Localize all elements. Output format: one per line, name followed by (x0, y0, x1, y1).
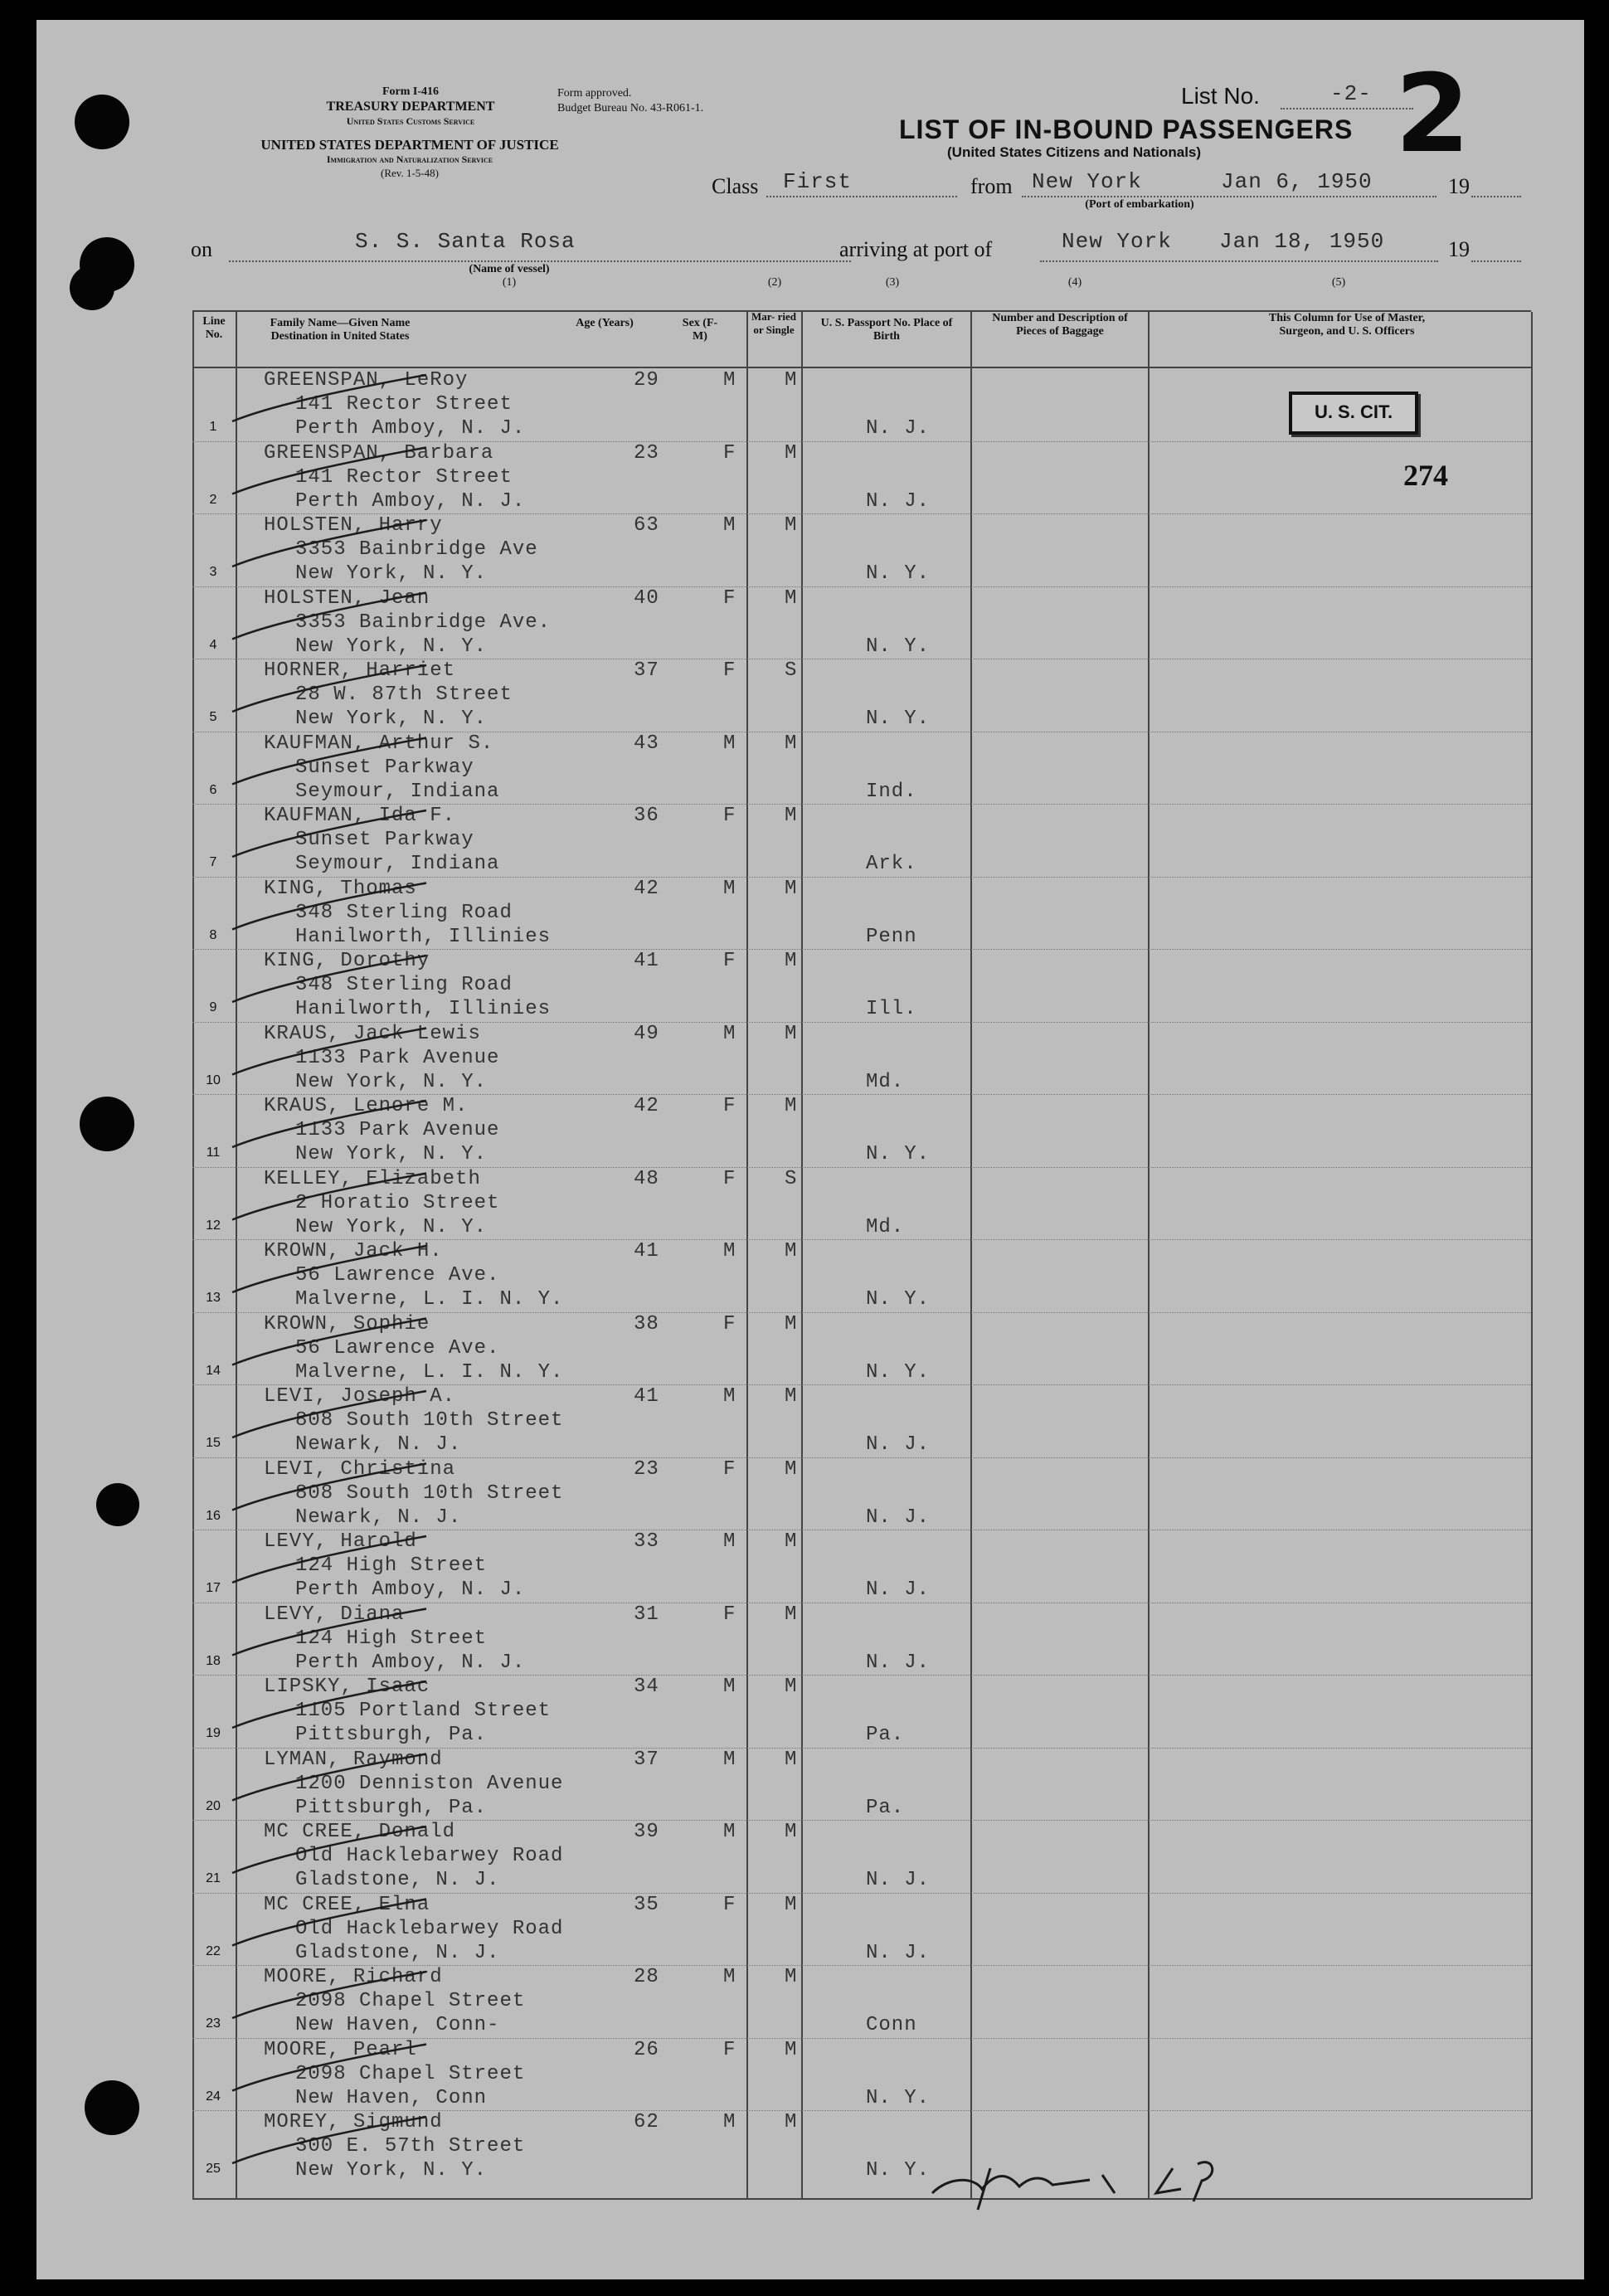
from-date: Jan 6, 1950 (1221, 169, 1373, 194)
col-num-1: (1) (502, 276, 517, 289)
passenger-marital: M (785, 950, 798, 972)
line-number: 7 (209, 855, 217, 869)
list-no-line (1281, 108, 1413, 109)
passenger-age: 48 (634, 1167, 659, 1190)
passenger-birthplace: N. J. (866, 489, 931, 513)
passenger-age: 33 (634, 1530, 659, 1553)
passenger-street: 808 South 10th Street (295, 1409, 564, 1432)
list-big-number: 2 (1395, 51, 1470, 177)
passenger-marital: M (785, 877, 798, 900)
passenger-sex: M (723, 1530, 736, 1553)
passenger-city: New Haven, Conn- (295, 2014, 500, 2036)
line-number: 24 (206, 2089, 221, 2104)
passenger-city: Hanilworth, Illinies (295, 998, 552, 1020)
passenger-age: 28 (634, 1966, 659, 1988)
arrival-date: Jan 18, 1950 (1219, 229, 1385, 254)
passenger-name: KING, Dorothy (264, 950, 430, 972)
passenger-age: 39 (634, 1821, 659, 1843)
passenger-street: 28 W. 87th Street (295, 683, 513, 706)
passenger-age: 23 (634, 1457, 659, 1481)
passenger-marital: M (785, 1603, 798, 1626)
line-number: 23 (206, 2016, 221, 2031)
line-number: 11 (206, 1146, 221, 1160)
table-row (36, 1384, 1584, 1457)
table-row (36, 949, 1584, 1022)
passenger-age: 42 (634, 1095, 659, 1117)
passenger-marital: M (785, 1821, 798, 1843)
passenger-city: Newark, N. J. (295, 1506, 462, 1529)
table-row (36, 1457, 1584, 1530)
passenger-marital: M (785, 1385, 798, 1408)
passenger-birthplace: Ind. (866, 780, 917, 803)
row-divider (192, 1239, 1531, 1240)
line-number: 17 (206, 1581, 221, 1595)
passenger-birthplace: N. Y. (866, 1288, 931, 1311)
row-divider (192, 1312, 1531, 1313)
passenger-name: LEVY, Harold (264, 1530, 417, 1553)
header-line-no: Line No. (202, 315, 226, 341)
passenger-city: Seymour, Indiana (295, 780, 500, 803)
row-divider (192, 1820, 1531, 1821)
passenger-sex: M (723, 877, 736, 900)
line-number: 15 (206, 1436, 221, 1450)
passenger-city: Hanilworth, Illinies (295, 925, 552, 948)
passenger-street: Sunset Parkway (295, 829, 474, 851)
passenger-sex: M (723, 732, 736, 755)
passenger-name: KAUFMAN, Arthur S. (264, 732, 494, 755)
passenger-city: New York, N. Y. (295, 562, 488, 585)
row-divider (192, 1094, 1531, 1095)
line-number: 16 (206, 1508, 221, 1523)
us-cit-stamp-text: U. S. CIT. (1314, 401, 1393, 422)
passenger-sex: F (723, 586, 736, 610)
header-name-destination: Family Name—Given Name Destination in United States (270, 317, 411, 343)
passenger-city: New York, N. Y. (295, 1070, 488, 1093)
passenger-city: New York, N. Y. (295, 2159, 488, 2182)
passenger-sex: F (723, 1893, 736, 1916)
table-row (36, 1893, 1584, 1966)
passenger-street: 348 Sterling Road (295, 901, 513, 924)
passenger-sex: F (723, 950, 736, 972)
passenger-sex: M (723, 1240, 736, 1262)
stamp-count: 274 (1403, 459, 1448, 492)
passenger-street: 2098 Chapel Street (295, 2062, 526, 2085)
col-num-3: (3) (885, 276, 900, 289)
table-row (36, 804, 1584, 877)
passenger-name: MOORE, Richard (264, 1966, 443, 1988)
passenger-name: KROWN, Sophie (264, 1312, 430, 1335)
passenger-marital: M (785, 1530, 798, 1553)
class-line (766, 196, 957, 197)
passenger-age: 37 (634, 1748, 659, 1771)
col-num-4: (4) (1067, 276, 1082, 289)
vessel-caption: (Name of vessel) (469, 263, 550, 275)
table-row (36, 513, 1584, 586)
passenger-marital: M (785, 1095, 798, 1117)
row-divider (192, 1022, 1531, 1023)
passenger-street: 808 South 10th Street (295, 1481, 564, 1505)
table-row (36, 877, 1584, 950)
row-divider (192, 949, 1531, 950)
manifest-page (36, 20, 1584, 2279)
passenger-birthplace: Md. (866, 1070, 905, 1093)
passenger-street: 56 Lawrence Ave. (295, 1264, 500, 1287)
row-divider (192, 1384, 1531, 1385)
passenger-city: Pittsburgh, Pa. (295, 1724, 488, 1746)
passenger-street: 1133 Park Avenue (295, 1119, 500, 1141)
punch-hole-3 (70, 265, 114, 310)
arrival-port: New York (1062, 229, 1172, 254)
row-divider (192, 1748, 1531, 1749)
table-row (36, 659, 1584, 732)
from-label: from (970, 174, 1013, 198)
passenger-street: 2 Horatio Street (295, 1191, 500, 1214)
line-number: 1 (209, 420, 217, 434)
header-officers: This Column for Use of Master, Surgeon, and U. S. Officers (1268, 312, 1426, 338)
passenger-city: New York, N. Y. (295, 1215, 488, 1238)
passenger-sex: M (723, 1966, 736, 1988)
passenger-marital: M (785, 805, 798, 827)
list-no-label: List No. (1181, 83, 1260, 109)
passenger-street: 124 High Street (295, 1554, 488, 1577)
passenger-age: 41 (634, 1240, 659, 1262)
on-label: on (191, 237, 212, 261)
passenger-name: LEVI, Christina (264, 1457, 456, 1481)
table-row (36, 1094, 1584, 1167)
passenger-street: 141 Rector Street (295, 393, 513, 416)
table-row (36, 1675, 1584, 1748)
passenger-marital: M (785, 1457, 798, 1481)
passenger-city: Malverne, L. I. N. Y. (295, 1288, 564, 1311)
passenger-sex: F (723, 1312, 736, 1335)
row-divider (192, 2110, 1531, 2111)
passenger-city: Gladstone, N. J. (295, 1941, 500, 1964)
passenger-birthplace: N. J. (866, 417, 931, 440)
vessel-name: S. S. Santa Rosa (355, 229, 576, 254)
row-divider (192, 804, 1531, 805)
row-divider (192, 513, 1531, 514)
line-number: 14 (206, 1363, 221, 1378)
passenger-sex: M (723, 2111, 736, 2133)
passenger-street: 348 Sterling Road (295, 974, 513, 996)
passenger-name: MOREY, Sigmund (264, 2111, 443, 2133)
passenger-age: 31 (634, 1603, 659, 1626)
customs-service: United States Customs Service (346, 115, 475, 127)
passenger-name: KROWN, Jack H. (264, 1240, 443, 1262)
passenger-age: 43 (634, 732, 659, 755)
passenger-marital: M (785, 2111, 798, 2133)
passenger-birthplace: N. Y. (866, 2086, 931, 2109)
line-number: 6 (209, 782, 217, 797)
table-row (36, 1530, 1584, 1603)
passenger-birthplace: Penn (866, 925, 917, 948)
passenger-name: GREENSPAN, Barbara (264, 441, 494, 465)
row-divider (192, 1457, 1531, 1458)
punch-hole-1 (75, 95, 129, 149)
passenger-street: Old Hacklebarwey Road (295, 1917, 564, 1940)
class-value: First (783, 169, 853, 194)
arrival-year-line (1471, 260, 1521, 262)
passenger-age: 41 (634, 950, 659, 972)
passenger-marital: S (785, 659, 798, 682)
row-divider (192, 2038, 1531, 2039)
passenger-birthplace: Ill. (866, 998, 917, 1020)
passenger-city: Perth Amboy, N. J. (295, 1578, 526, 1601)
passenger-sex: F (723, 1167, 736, 1190)
treasury-dept: TREASURY DEPARTMENT (326, 100, 495, 114)
passenger-age: 42 (634, 877, 659, 900)
form-number: Form I-416 (382, 85, 440, 98)
line-number: 8 (209, 927, 217, 942)
col-num-5: (5) (1331, 276, 1346, 289)
passenger-marital: M (785, 586, 798, 610)
passenger-name: LYMAN, Raymond (264, 1748, 443, 1771)
arriving-label: arriving at port of (839, 237, 993, 261)
table-row (36, 1603, 1584, 1676)
passenger-marital: M (785, 1893, 798, 1916)
passenger-age: 29 (634, 369, 659, 392)
row-divider (192, 441, 1531, 442)
col-num-2: (2) (767, 276, 782, 289)
passenger-birthplace: N. J. (866, 1651, 931, 1674)
passenger-sex: M (723, 369, 736, 392)
line-number: 20 (206, 1798, 221, 1813)
passenger-birthplace: N. Y. (866, 2159, 931, 2182)
passenger-street: 3353 Bainbridge Ave. (295, 610, 552, 634)
passenger-age: 62 (634, 2111, 659, 2133)
passenger-birthplace: Ark. (866, 853, 917, 875)
passenger-name: KELLEY, Elizabeth (264, 1167, 481, 1190)
passenger-street: 124 High Street (295, 1627, 488, 1650)
passenger-marital: M (785, 1312, 798, 1335)
passenger-street: 3353 Bainbridge Ave (295, 538, 538, 561)
passenger-name: LEVY, Diana (264, 1603, 405, 1626)
passenger-birthplace: N. J. (866, 1578, 931, 1601)
table-row (36, 368, 1584, 441)
passenger-name: KAUFMAN, Ida F. (264, 805, 456, 827)
table-row (36, 1965, 1584, 2038)
budget-bureau: Budget Bureau No. 43-R061-1. (557, 102, 704, 114)
line-number: 5 (209, 710, 217, 724)
line-number: 21 (206, 1871, 221, 1885)
passenger-birthplace: N. Y. (866, 635, 931, 658)
passenger-sex: M (723, 1385, 736, 1408)
passenger-street: 141 Rector Street (295, 465, 513, 489)
passenger-marital: M (785, 732, 798, 755)
passenger-sex: M (723, 1821, 736, 1843)
form-revision: (Rev. 1-5-48) (381, 167, 439, 179)
header-sex: Sex (F-M) (682, 317, 718, 343)
passenger-birthplace: N. Y. (866, 1143, 931, 1165)
passenger-city: New York, N. Y. (295, 708, 488, 730)
passenger-city: Perth Amboy, N. J. (295, 489, 526, 513)
header-baggage: Number and Description of Pieces of Baggage (992, 312, 1128, 338)
passenger-age: 63 (634, 514, 659, 537)
port-embark-caption: (Port of embarkation) (1085, 198, 1194, 211)
arriving-line (1040, 260, 1438, 262)
list-subtitle: (United States Citizens and Nationals) (947, 144, 1202, 160)
passenger-city: New York, N. Y. (295, 1143, 488, 1165)
line-number: 9 (209, 1000, 217, 1014)
passenger-street: 1133 Park Avenue (295, 1046, 500, 1069)
passenger-birthplace: N. Y. (866, 708, 931, 730)
passenger-birthplace: Pa. (866, 1724, 905, 1746)
passenger-street: 1200 Denniston Avenue (295, 1772, 564, 1795)
class-label: Class (712, 174, 759, 198)
table-row (36, 1312, 1584, 1385)
passenger-name: GREENSPAN, LeRoy (264, 369, 469, 392)
passenger-birthplace: Pa. (866, 1796, 905, 1819)
passenger-age: 37 (634, 659, 659, 682)
passenger-marital: M (785, 2038, 798, 2061)
ins-service: Immigration and Naturalization Service (326, 153, 493, 165)
from-year-line (1471, 196, 1521, 197)
passenger-sex: M (723, 1676, 736, 1698)
line-number: 10 (206, 1073, 221, 1087)
table-row (36, 2038, 1584, 2111)
passenger-birthplace: N. J. (866, 1941, 931, 1964)
passenger-name: KRAUS, Jack Lewis (264, 1022, 481, 1045)
passenger-birthplace: Md. (866, 1215, 905, 1238)
line-number: 19 (206, 1726, 221, 1740)
passenger-street: 1105 Portland Street (295, 1700, 552, 1722)
passenger-name: LEVI, Joseph A. (264, 1385, 456, 1408)
passenger-marital: M (785, 1748, 798, 1771)
table-row (36, 1820, 1584, 1893)
table-row (36, 1239, 1584, 1312)
passenger-sex: F (723, 659, 736, 682)
form-approved: Form approved. (557, 87, 632, 100)
passenger-sex: M (723, 514, 736, 537)
list-title: LIST OF IN-BOUND PASSENGERS (899, 114, 1354, 144)
passenger-street: Old Hacklebarwey Road (295, 1845, 564, 1867)
passenger-marital: M (785, 1022, 798, 1045)
row-divider (192, 877, 1531, 878)
passenger-age: 49 (634, 1022, 659, 1045)
line-number: 4 (209, 637, 217, 652)
table-row (36, 586, 1584, 659)
row-divider (192, 1675, 1531, 1676)
row-divider (192, 1893, 1531, 1894)
passenger-city: Seymour, Indiana (295, 853, 500, 875)
justice-dept: UNITED STATES DEPARTMENT OF JUSTICE (260, 137, 559, 153)
passenger-name: MOORE, Pearl (264, 2038, 417, 2061)
passenger-sex: M (723, 1022, 736, 1045)
passenger-city: Newark, N. J. (295, 1433, 462, 1456)
passenger-city: Gladstone, N. J. (295, 1869, 500, 1891)
passenger-street: 56 Lawrence Ave. (295, 1336, 500, 1360)
passenger-name: MC CREE, Elna (264, 1893, 430, 1916)
line-number: 25 (206, 2162, 221, 2176)
passenger-street: 300 E. 57th Street (295, 2135, 526, 2157)
header-age: Age (Years) (576, 317, 634, 329)
passenger-birthplace: N. J. (866, 1433, 931, 1456)
table-row (36, 441, 1584, 514)
passenger-name: HORNER, Harriet (264, 659, 456, 682)
passenger-sex: M (723, 1748, 736, 1771)
line-number: 18 (206, 1653, 221, 1668)
passenger-city: New York, N. Y. (295, 635, 488, 658)
passenger-sex: F (723, 805, 736, 827)
header-passport: U. S. Passport No. Place of Birth (820, 317, 953, 343)
passenger-marital: M (785, 1966, 798, 1988)
passenger-name: LIPSKY, Isaac (264, 1676, 430, 1698)
passenger-birthplace: N. Y. (866, 562, 931, 585)
line-number: 13 (206, 1291, 221, 1305)
passenger-birthplace: N. J. (866, 1869, 931, 1891)
from-year-label: 19 (1448, 174, 1470, 198)
line-number: 22 (206, 1943, 221, 1958)
passenger-marital: M (785, 1240, 798, 1262)
table-row (36, 732, 1584, 805)
passenger-city: New Haven, Conn (295, 2086, 488, 2109)
passenger-marital: M (785, 1676, 798, 1698)
passenger-name: KING, Thomas (264, 877, 417, 900)
passenger-marital: M (785, 369, 798, 392)
table-row (36, 1022, 1584, 1095)
from-port: New York (1032, 169, 1142, 194)
passenger-age: 35 (634, 1893, 659, 1916)
passenger-marital: S (785, 1167, 798, 1190)
table-row (36, 1748, 1584, 1821)
passenger-sex: F (723, 1095, 736, 1117)
passenger-city: Pittsburgh, Pa. (295, 1796, 488, 1819)
passenger-age: 40 (634, 586, 659, 610)
passenger-city: Malverne, L. I. N. Y. (295, 1360, 564, 1384)
passenger-name: HOLSTEN, Harry (264, 514, 443, 537)
line-number: 3 (209, 565, 217, 579)
passenger-age: 38 (634, 1312, 659, 1335)
passenger-birthplace: Conn (866, 2014, 917, 2036)
passenger-sex: F (723, 441, 736, 465)
passenger-age: 34 (634, 1676, 659, 1698)
passenger-name: MC CREE, Donald (264, 1821, 456, 1843)
header-married: Mar- ried or Single (751, 310, 797, 336)
passenger-birthplace: N. J. (866, 1506, 931, 1529)
arrival-year-label: 19 (1448, 237, 1470, 261)
row-divider (192, 586, 1531, 587)
passenger-street: Sunset Parkway (295, 756, 474, 779)
table-row (36, 2110, 1584, 2183)
table-bottom-rule (192, 2198, 1531, 2200)
row-divider (192, 1167, 1531, 1168)
passenger-marital: M (785, 514, 798, 537)
passenger-name: HOLSTEN, Jean (264, 586, 430, 610)
line-number: 2 (209, 492, 217, 507)
passenger-name: KRAUS, Lenore M. (264, 1095, 469, 1117)
passenger-age: 36 (634, 805, 659, 827)
passenger-street: 2098 Chapel Street (295, 1990, 526, 2012)
table-row (36, 1167, 1584, 1240)
passenger-city: Perth Amboy, N. J. (295, 1651, 526, 1674)
list-no-value: -2- (1330, 81, 1372, 106)
row-divider (192, 1965, 1531, 1966)
passenger-age: 41 (634, 1385, 659, 1408)
passenger-city: Perth Amboy, N. J. (295, 417, 526, 440)
passenger-sex: F (723, 1603, 736, 1626)
passenger-sex: F (723, 2038, 736, 2061)
passenger-birthplace: N. Y. (866, 1360, 931, 1384)
passenger-marital: M (785, 441, 798, 465)
passenger-sex: F (723, 1457, 736, 1481)
passenger-age: 23 (634, 441, 659, 465)
line-number: 12 (206, 1218, 221, 1233)
passenger-age: 26 (634, 2038, 659, 2061)
